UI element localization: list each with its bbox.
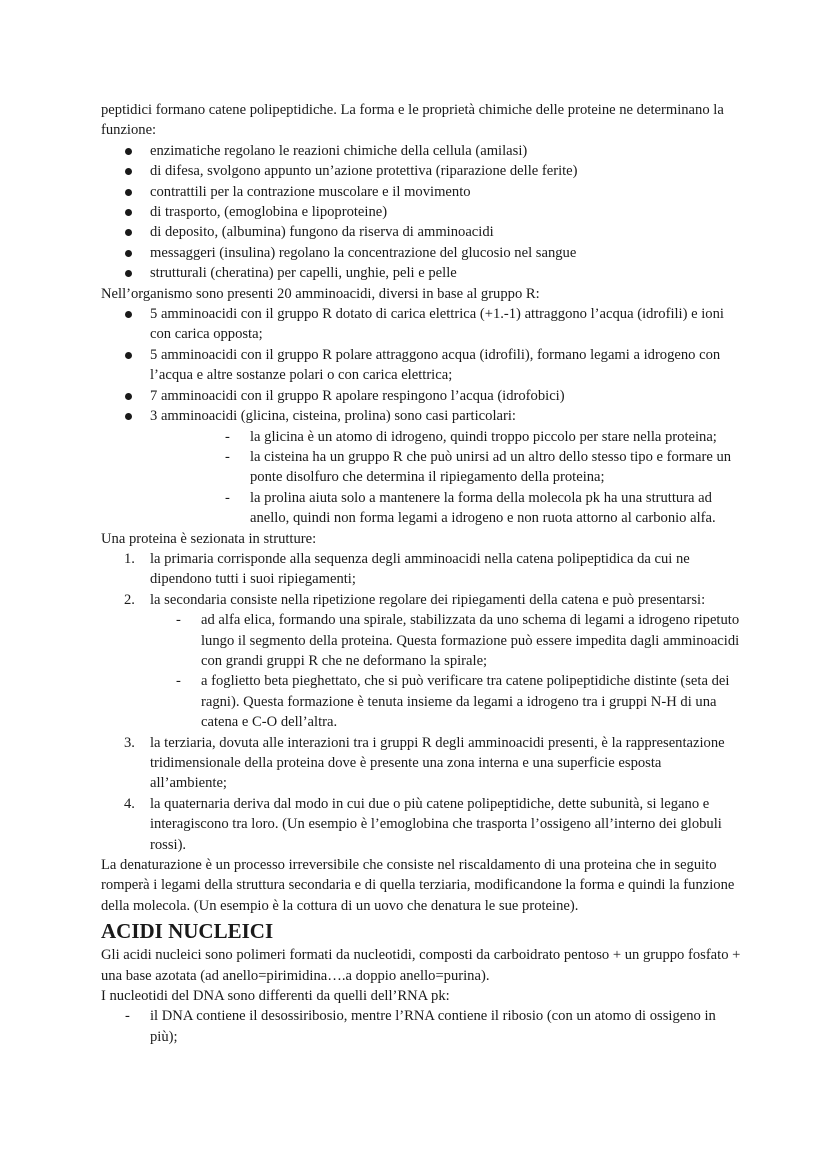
intro-paragraph: peptidici formano catene polipeptidiche. La forma e le proprietà chimiche delle proteine ne determinano la funzione:	[101, 102, 724, 139]
protein-function-list	[101, 141, 741, 284]
denaturation-paragraph: La denaturazione è un processo irreversibile che consiste nel riscaldamento di una proteina che in seguito romperà i legami della struttura secondaria e di quella terziaria, modificandone la forma e quindi la funzione della molecola. (Un esempio è la cottura di un uovo che denatura le sue proteine).	[101, 857, 735, 914]
list-item: - la cisteina ha un gruppo R che può unirsi ad un altro dello stesso tipo e formare un ponte disolfuro che determina il ripiegamento della proteina;	[250, 447, 741, 488]
list-item	[124, 549, 741, 590]
list-item: 5 amminoacidi con il gruppo R polare attraggono acqua (idrofili), formano legami a idrogeno con l’acqua e altre sostanze polari o con carica elettrica;	[150, 345, 741, 386]
list-item: contrattili per la contrazione muscolare e il movimento	[150, 182, 741, 202]
section-heading: ACIDI NUCLEICI	[101, 919, 274, 944]
page-content	[101, 100, 741, 1047]
list-item-text: la quaternaria deriva dal modo in cui due o più catene polipeptidiche, dette subunità, si legano e interagiscono tra loro. (Un esempio è l’emoglobina che trasporta l’ossigeno all’interno dei globuli rossi).	[150, 795, 722, 853]
list-item: di difesa, svolgono appunto un’azione protettiva (riparazione delle ferite)	[150, 161, 741, 181]
list-item	[124, 733, 741, 794]
list-item: 5 amminoacidi con il gruppo R dotato di carica elettrica (+1.-1) attraggono l’acqua (idrofili) e ioni con carica opposta;	[150, 304, 741, 345]
nucleic-acids-paragraph: Gli acidi nucleici sono polimeri formati da nucleotidi, composti da carboidrato pentoso + un gruppo fosfato + una base azotata (ad anello=pirimidina….a doppio anello=purina).	[101, 947, 741, 984]
dna-rna-difference-list	[101, 1006, 741, 1047]
list-item-text: la primaria corrisponde alla sequenza degli amminoacidi nella catena polipeptidica da cui ne dipendono tutti i suoi ripiegamenti;	[150, 550, 690, 588]
list-item-text: la terziaria, dovuta alle interazioni tra i gruppi R degli amminoacidi presenti, è la rappresentazione tridimensionale della proteina dove è presente una zona interna e una superficie esposta all’ambiente;	[150, 734, 725, 792]
list-number: 2.	[124, 591, 135, 608]
list-number: 1.	[124, 550, 135, 567]
special-amino-acid-list	[150, 427, 741, 529]
list-item: di trasporto, (emoglobina e lipoproteine)	[150, 202, 741, 222]
amino-acid-group-list	[101, 304, 741, 528]
structure-intro: Una proteina è sezionata in strutture:	[101, 530, 317, 547]
list-item	[150, 406, 741, 528]
list-item: di deposito, (albumina) fungono da riserva di amminoacidi	[150, 222, 741, 242]
list-number: 4.	[124, 795, 135, 812]
list-item: 7 amminoacidi con il gruppo R apolare respingono l’acqua (idrofobici)	[150, 386, 741, 406]
dna-rna-intro: I nucleotidi del DNA sono differenti da quelli dell’RNA pk:	[101, 988, 450, 1005]
list-item: strutturali (cheratina) per capelli, unghie, peli e pelle	[150, 263, 741, 283]
list-item: enzimatiche regolano le reazioni chimiche della cellula (amilasi)	[150, 141, 741, 161]
protein-structure-list	[101, 549, 741, 855]
list-item: - il DNA contiene il desossiribosio, mentre l’RNA contiene il ribosio (con un atomo di ossigeno in più);	[150, 1006, 741, 1047]
list-item-text: 3 amminoacidi (glicina, cisteina, prolina) sono casi particolari:	[150, 408, 516, 425]
list-item-text: la secondaria consiste nella ripetizione regolare dei ripiegamenti della catena e può presentarsi:	[150, 591, 706, 608]
amino-acids-intro: Nell’organismo sono presenti 20 amminoacidi, diversi in base al gruppo R:	[101, 285, 540, 302]
list-item	[124, 590, 741, 733]
list-item	[124, 794, 741, 855]
list-item: - la glicina è un atomo di idrogeno, quindi troppo piccolo per stare nella proteina;	[250, 427, 741, 447]
list-number: 3.	[124, 734, 135, 751]
list-item: messaggeri (insulina) regolano la concentrazione del glucosio nel sangue	[150, 243, 741, 263]
list-item: - la prolina aiuta solo a mantenere la forma della molecola pk ha una struttura ad anello, quindi non forma legami a idrogeno e non ruota attorno al carbonio alfa.	[250, 488, 741, 529]
list-item: - a foglietto beta pieghettato, che si può verificare tra catene polipeptidiche distinte (seta dei ragni). Questa formazione è tenuta insieme da legami a idrogeno tra i gruppi N-H di una catena e C-O dell’altra.	[201, 671, 741, 732]
list-item: - ad alfa elica, formando una spirale, stabilizzata da uno schema di legami a idrogeno ripetuto lungo il segmento della proteina. Questa formazione può essere impedita dagli amminoacidi con grandi gruppi R che ne deformano la spirale;	[201, 610, 741, 671]
secondary-structure-list	[150, 610, 741, 732]
